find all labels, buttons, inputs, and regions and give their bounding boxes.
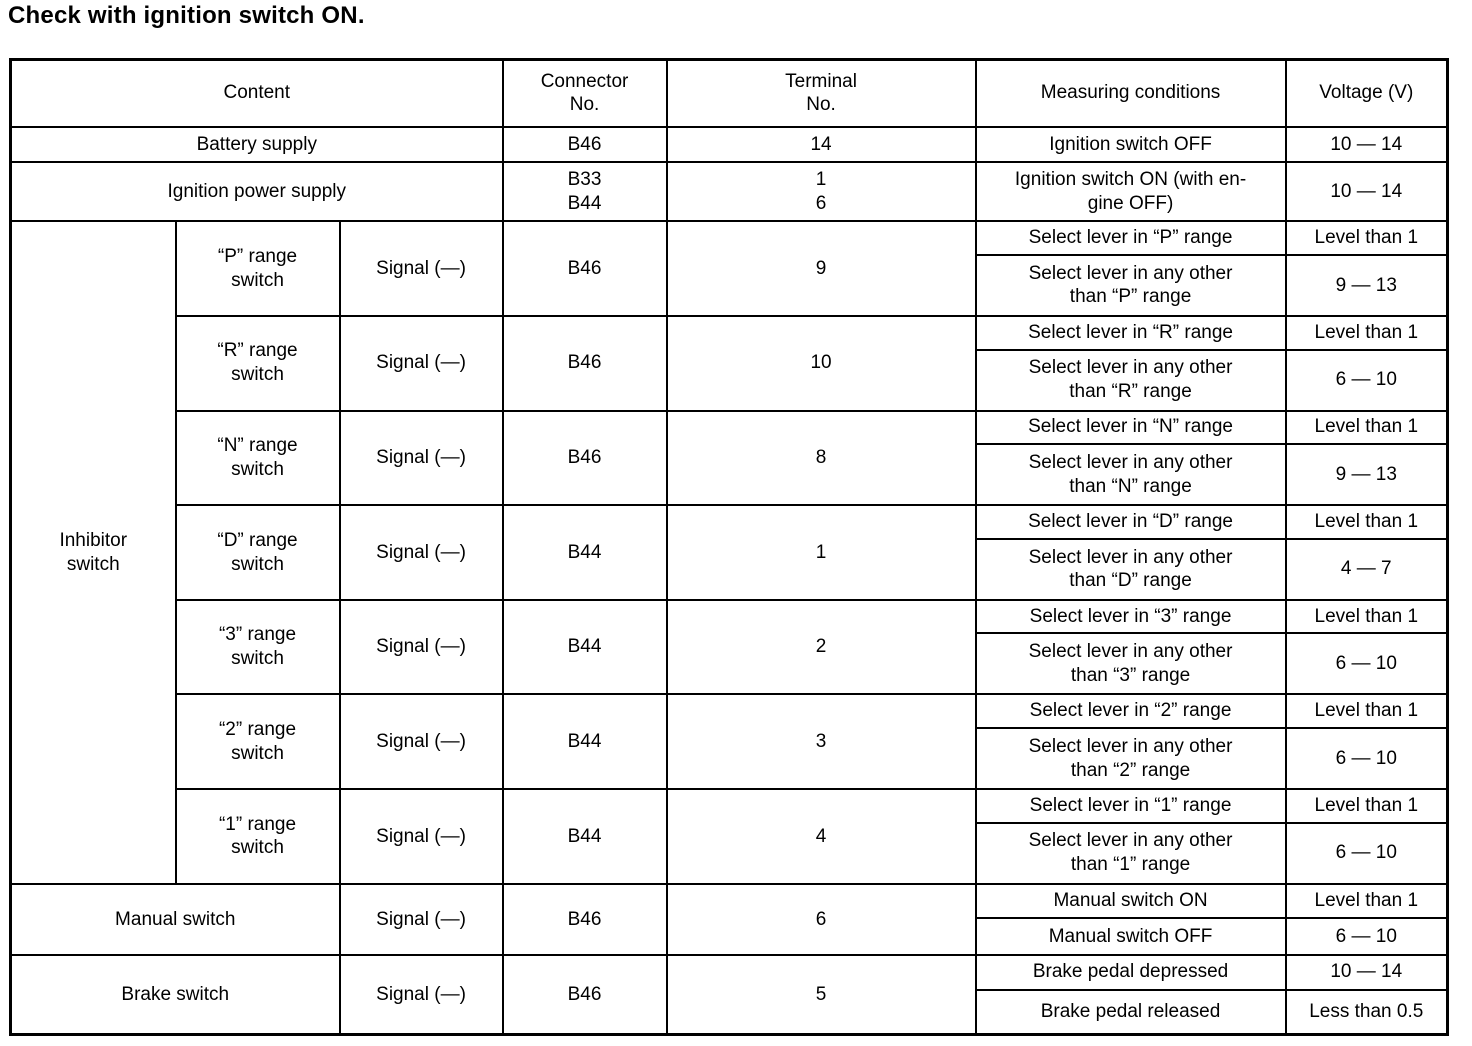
range-name [176,505,340,600]
range-name [176,221,340,316]
inhibitor-label-line2: switch [66,553,120,575]
ignition-condition-line1: Ignition switch ON (with en- [1014,169,1247,191]
manual-voltage-on: Level than 1 [1286,884,1448,919]
range-condition-other [976,823,1286,884]
inhibitor-label [11,221,176,883]
range-condition-in: Select lever in “R” range [976,316,1286,350]
voltage-check-table [9,58,1449,1036]
ignition-connector-2: B44 [567,192,602,214]
range-condition-other-line1: Select lever in any other [1028,641,1233,663]
ignition-connector-1: B33 [567,169,602,191]
range-voltage-in: Level than 1 [1286,505,1448,539]
manual-condition-off: Manual switch OFF [976,918,1286,955]
range-condition-in: Select lever in “N” range [976,411,1286,445]
ignition-terminal-1: 1 [815,169,827,191]
range-condition-in: Select lever in “1” range [976,789,1286,823]
table-row [11,694,1448,728]
table-row [11,789,1448,823]
range-condition-other [976,633,1286,694]
brake-condition-depressed: Brake pedal depressed [976,955,1286,990]
inhibitor-label-line1: Inhibitor [59,529,128,551]
range-condition-other-line2: than “N” range [1069,475,1192,497]
range-condition-in: Select lever in “2” range [976,694,1286,728]
range-voltage-in: Level than 1 [1286,221,1448,255]
table-row [11,162,1448,221]
manual-condition-on: Manual switch ON [976,884,1286,919]
range-name [176,789,340,884]
range-condition-other [976,255,1286,316]
range-terminal: 10 [667,316,976,411]
range-condition-other-line1: Select lever in any other [1028,830,1233,852]
range-signal: Signal (—) [340,789,503,884]
range-signal: Signal (—) [340,411,503,506]
range-voltage-other: 9 — 13 [1286,255,1448,316]
range-voltage-in: Level than 1 [1286,411,1448,445]
table-row [11,884,1448,919]
range-condition-other-line1: Select lever in any other [1028,546,1233,568]
range-connector: B44 [503,600,667,695]
range-name-line2: switch [231,553,284,575]
brake-signal: Signal (—) [340,955,503,1035]
table-row [11,221,1448,255]
range-voltage-other: 4 — 7 [1286,539,1448,600]
range-name-line2: switch [231,364,284,386]
battery-content: Battery supply [11,127,503,163]
header-terminal-line2: No. [806,94,836,116]
range-name-line1: “P” range [217,245,298,267]
range-name-line1: “1” range [218,813,297,835]
ignition-voltage: 10 — 14 [1286,162,1448,221]
range-name [176,411,340,506]
range-condition-other-line1: Select lever in any other [1028,262,1233,284]
range-signal: Signal (—) [340,694,503,789]
range-connector: B44 [503,694,667,789]
brake-voltage-released: Less than 0.5 [1286,990,1448,1035]
page-title: Check with ignition switch ON. [8,2,365,29]
range-connector: B44 [503,789,667,884]
range-signal: Signal (—) [340,505,503,600]
range-condition-other [976,350,1286,411]
range-terminal: 3 [667,694,976,789]
brake-voltage-depressed: 10 — 14 [1286,955,1448,990]
header-connector-line2: No. [569,94,600,116]
ignition-condition-line2: gine OFF) [1087,192,1174,214]
range-condition-in: Select lever in “P” range [976,221,1286,255]
range-terminal: 4 [667,789,976,884]
range-terminal: 8 [667,411,976,506]
table-row [11,411,1448,445]
ignition-content: Ignition power supply [11,162,503,221]
table-row [11,505,1448,539]
range-terminal: 1 [667,505,976,600]
range-voltage-other: 6 — 10 [1286,633,1448,694]
table-row [11,127,1448,163]
range-name-line1: “2” range [218,719,297,741]
range-connector: B46 [503,221,667,316]
ignition-terminal-2: 6 [815,192,827,214]
range-connector: B46 [503,411,667,506]
range-terminal: 2 [667,600,976,695]
range-name-line2: switch [231,648,284,670]
range-connector: B44 [503,505,667,600]
range-voltage-other: 6 — 10 [1286,728,1448,789]
range-voltage-other: 9 — 13 [1286,444,1448,505]
battery-condition: Ignition switch OFF [976,127,1286,163]
brake-connector: B46 [503,955,667,1035]
ignition-condition [976,162,1286,221]
range-condition-other-line2: than “D” range [1069,570,1192,592]
table-row [11,955,1448,990]
range-name [176,694,340,789]
range-condition-other-line2: than “R” range [1069,381,1192,403]
range-name-line1: “D” range [217,529,298,551]
range-name-line1: “R” range [217,340,298,362]
range-voltage-in: Level than 1 [1286,316,1448,350]
manual-signal: Signal (—) [340,884,503,955]
range-voltage-other: 6 — 10 [1286,350,1448,411]
range-voltage-in: Level than 1 [1286,600,1448,634]
range-name-line2: switch [231,837,284,859]
battery-terminal: 14 [667,127,976,163]
range-condition-other [976,444,1286,505]
header-conditions: Measuring conditions [976,60,1286,127]
ignition-connector [503,162,667,221]
table-row [11,316,1448,350]
range-signal: Signal (—) [340,316,503,411]
range-signal: Signal (—) [340,600,503,695]
range-condition-other-line2: than “1” range [1070,854,1191,876]
brake-content: Brake switch [11,955,340,1035]
manual-connector: B46 [503,884,667,955]
range-name-line1: “3” range [218,624,297,646]
range-condition-other-line2: than “2” range [1070,759,1191,781]
battery-voltage: 10 — 14 [1286,127,1448,163]
manual-terminal: 6 [667,884,976,955]
header-content: Content [11,60,503,127]
range-name-line2: switch [231,742,284,764]
header-terminal-line1: Terminal [785,70,857,92]
header-terminal [667,60,976,127]
range-signal: Signal (—) [340,221,503,316]
range-condition-other-line1: Select lever in any other [1028,735,1233,757]
range-condition-in: Select lever in “D” range [976,505,1286,539]
brake-terminal: 5 [667,955,976,1035]
range-voltage-in: Level than 1 [1286,694,1448,728]
header-connector [503,60,667,127]
manual-voltage-off: 6 — 10 [1286,918,1448,955]
range-name [176,600,340,695]
range-condition-other-line2: than “3” range [1070,664,1191,686]
range-condition-in: Select lever in “3” range [976,600,1286,634]
range-condition-other-line2: than “P” range [1069,286,1192,308]
range-name-line1: “N” range [217,435,298,457]
range-condition-other [976,539,1286,600]
brake-condition-released: Brake pedal released [976,990,1286,1035]
range-connector: B46 [503,316,667,411]
range-name-line2: switch [231,458,284,480]
range-name [176,316,340,411]
range-condition-other [976,728,1286,789]
manual-content: Manual switch [11,884,340,955]
range-terminal: 9 [667,221,976,316]
range-voltage-other: 6 — 10 [1286,823,1448,884]
table-row [11,600,1448,634]
range-condition-other-line1: Select lever in any other [1028,451,1233,473]
header-row [11,60,1448,127]
range-name-line2: switch [231,269,284,291]
header-voltage: Voltage (V) [1286,60,1448,127]
header-connector-line1: Connector [540,70,629,92]
battery-connector: B46 [503,127,667,163]
range-condition-other-line1: Select lever in any other [1028,357,1233,379]
range-voltage-in: Level than 1 [1286,789,1448,823]
ignition-terminal [667,162,976,221]
